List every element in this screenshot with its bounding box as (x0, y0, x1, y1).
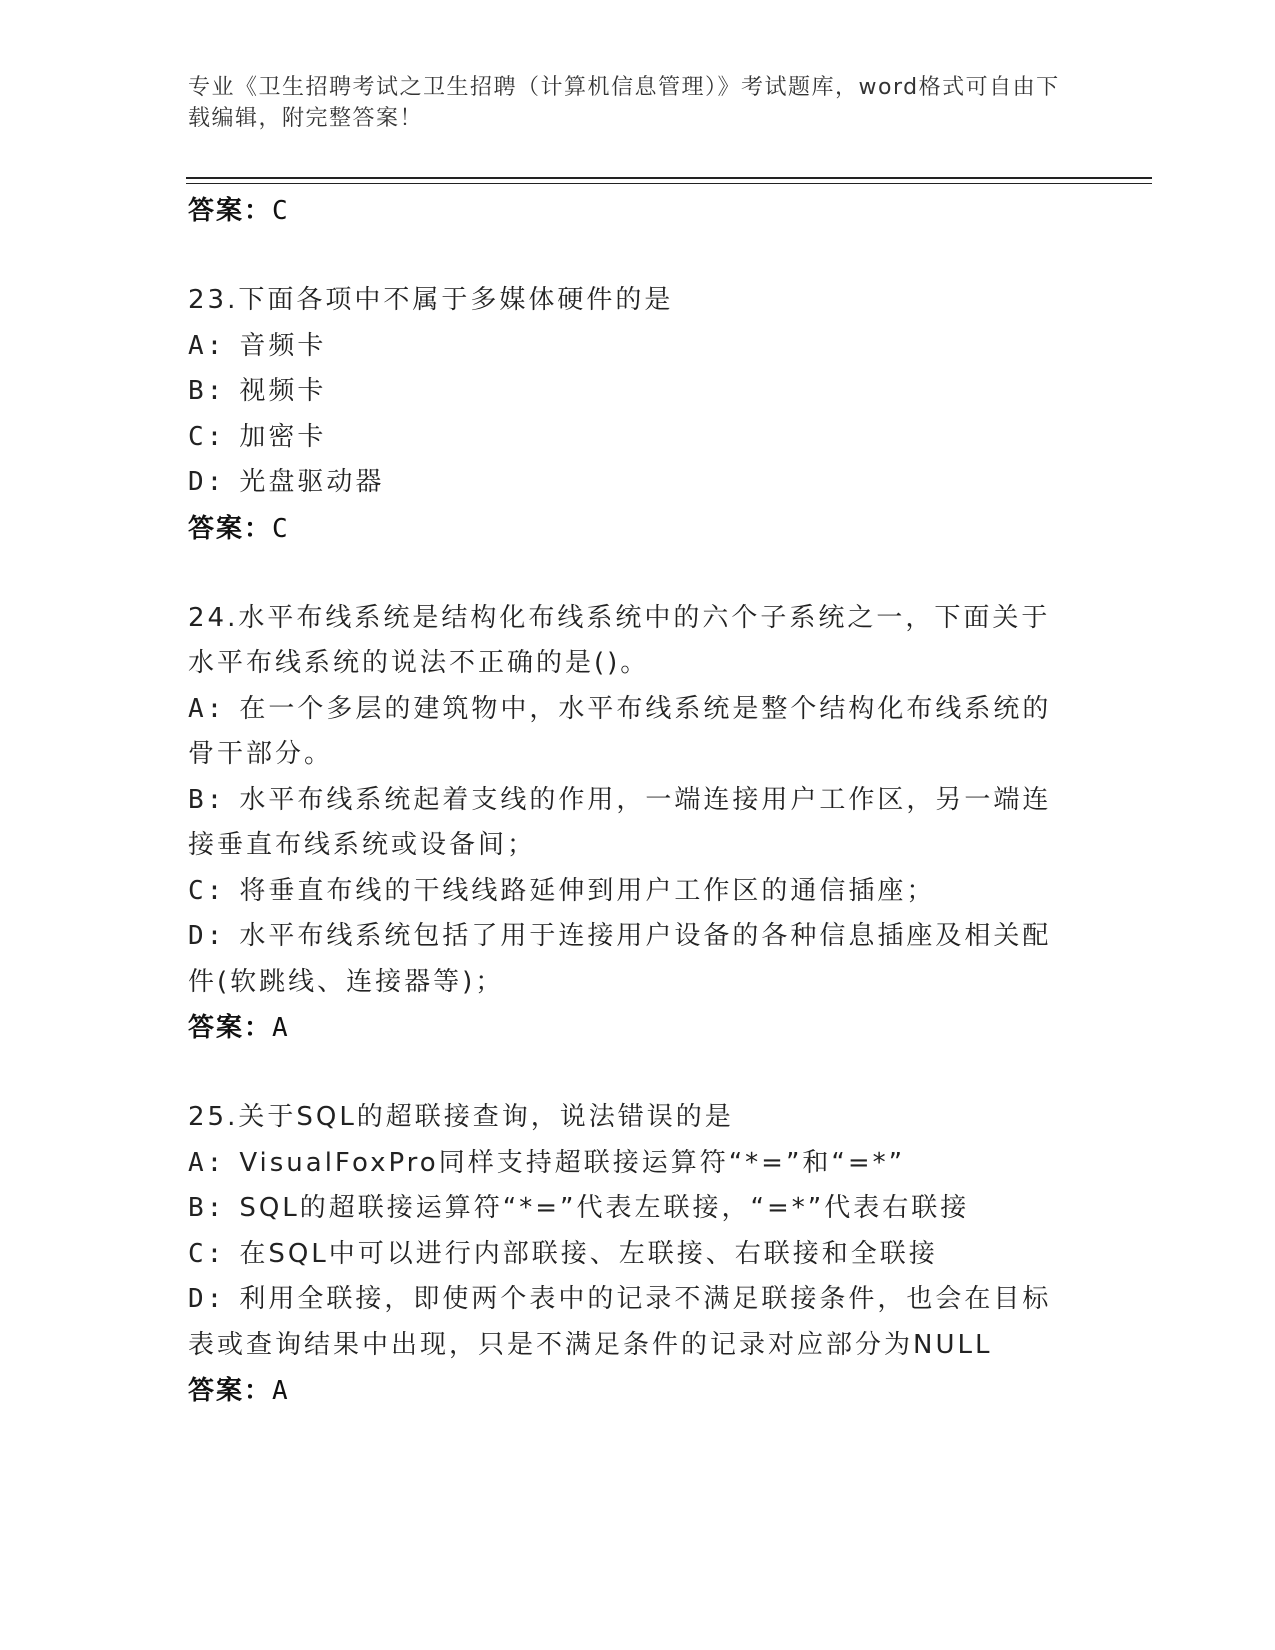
option-text: 视频卡 (239, 376, 327, 406)
option-text: SQL的超联接运算符“*=”代表左联接，“=*”代表右联接 (239, 1193, 970, 1223)
answer-value: C (272, 513, 290, 544)
option-key: D: (188, 1284, 226, 1314)
option-key: B: (188, 1193, 226, 1223)
question-23 (188, 278, 1078, 552)
option-text: 在一个多层的建筑物中，水平布线系统是整个结构化布线系统的骨干部分。 (188, 693, 1052, 769)
question-stem: 23.下面各项中不属于多媒体硬件的是 (188, 285, 674, 315)
answer-value: A (272, 1013, 290, 1043)
option-a (188, 324, 1078, 370)
option-text: 水平布线系统起着支线的作用，一端连接用户工作区，另一端连接垂直布线系统或设备间； (188, 784, 1052, 860)
option-key: A: (188, 693, 226, 724)
header-divider-thin (186, 183, 1152, 184)
option-key: C: (188, 421, 226, 452)
answer-value: C (272, 196, 290, 226)
answer-label: 答案： (188, 513, 273, 544)
answer-label: 答案： (188, 196, 273, 226)
option-key: A: (188, 330, 226, 361)
question-list (188, 188, 1078, 1414)
option-text: 音频卡 (239, 330, 327, 361)
option-text: 加密卡 (239, 421, 327, 452)
option-key: D: (188, 467, 226, 497)
option-b (188, 778, 1078, 869)
question-stem: 24.水平布线系统是结构化布线系统中的六个子系统之一，下面关于水平布线系统的说法不正确的是()。 (188, 602, 1051, 678)
option-d (188, 914, 1078, 1005)
option-text: 将垂直布线的干线线路延伸到用户工作区的通信插座； (239, 875, 936, 906)
answer-label: 答案： (188, 1376, 273, 1406)
answer-line (188, 506, 1078, 552)
option-text: 利用全联接，即使两个表中的记录不满足联接条件，也会在目标表或查询结果中出现，只是不满足条件的记录对应部分为NULL (188, 1284, 1052, 1360)
header-divider-thick (186, 177, 1152, 179)
question-24 (188, 596, 1078, 1052)
answer-line (188, 1005, 1078, 1051)
option-key: C: (188, 1238, 226, 1269)
option-key: B: (188, 376, 226, 406)
option-key: B: (188, 784, 226, 815)
header-description: 专业《卫生招聘考试之卫生招聘（计算机信息管理）》考试题库，word格式可自由下载编辑，附完整答案！ (188, 75, 1060, 131)
option-a (188, 1141, 1078, 1187)
question-stem: 25.关于SQL的超联接查询，说法错误的是 (188, 1102, 734, 1132)
option-text: 水平布线系统包括了用于连接用户设备的各种信息插座及相关配件(软跳线、连接器等)； (188, 921, 1052, 997)
option-key: C: (188, 875, 226, 906)
option-a (188, 687, 1078, 778)
option-c (188, 415, 1078, 461)
option-key: D: (188, 921, 226, 951)
answer-value: A (272, 1376, 290, 1406)
option-key: A: (188, 1147, 226, 1178)
option-c (188, 869, 1078, 915)
option-c (188, 1232, 1078, 1278)
answer-label: 答案： (188, 1013, 273, 1043)
option-text: 光盘驱动器 (239, 467, 385, 497)
option-d (188, 460, 1078, 506)
option-b (188, 369, 1078, 415)
option-d (188, 1277, 1078, 1368)
option-text: VisualFoxPro同样支持超联接运算符“*=”和“=*” (239, 1147, 906, 1178)
prev-answer-line (188, 188, 1078, 234)
answer-line (188, 1368, 1078, 1414)
question-25 (188, 1095, 1078, 1414)
option-b (188, 1186, 1078, 1232)
option-text: 在SQL中可以进行内部联接、左联接、右联接和全联接 (239, 1238, 938, 1269)
